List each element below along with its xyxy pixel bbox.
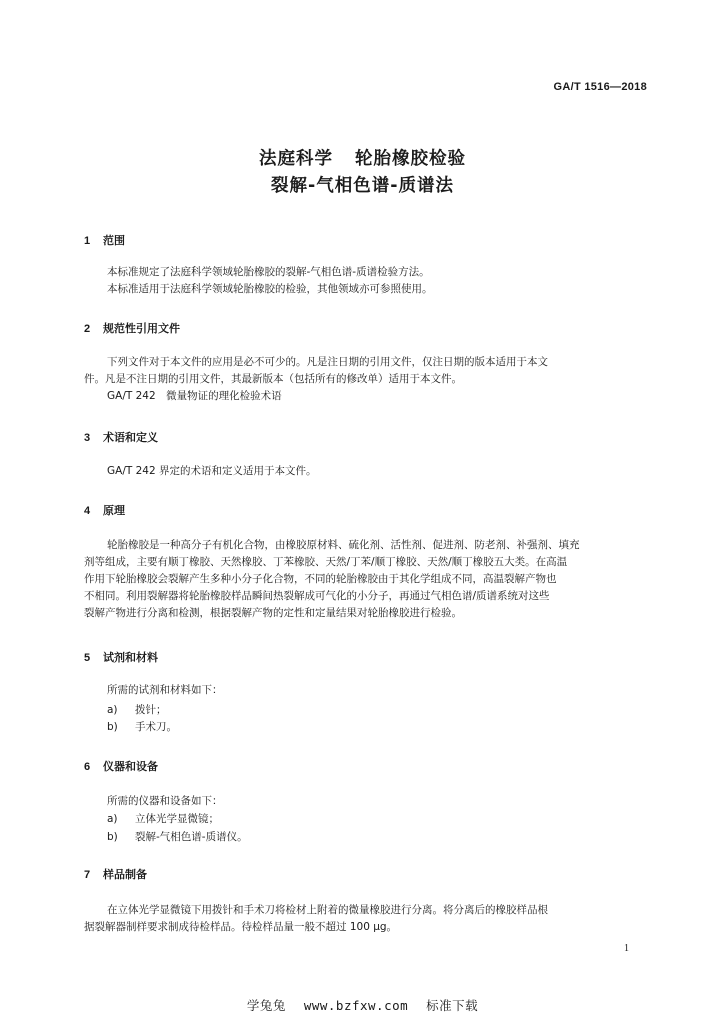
paragraph-line: 件。凡是不注日期的引用文件，其最新版本（包括所有的修改单）适用于本文件。 xyxy=(84,373,462,385)
section-6-heading xyxy=(84,758,158,774)
footer-url[interactable]: www.bzfxw.com xyxy=(303,998,409,1013)
paragraph-line: 下列文件对于本文件的应用是必不可少的。凡是注日期的引用文件，仅注日期的版本适用于本文 xyxy=(107,356,548,368)
section-number: 4 xyxy=(84,505,91,517)
section-number: 6 xyxy=(84,761,91,773)
document-title-line2: 裂解-气相色谱-质谱法 xyxy=(270,176,455,196)
paragraph-line: 裂解产物进行分离和检测，根据裂解产物的定性和定量结果对轮胎橡胶进行检验。 xyxy=(84,607,462,619)
section-title: 样品制备 xyxy=(103,868,147,881)
list-item xyxy=(107,829,248,844)
list-item xyxy=(107,702,167,717)
section-2-paragraph xyxy=(84,354,654,388)
section-title: 术语和定义 xyxy=(103,431,158,444)
section-2-heading xyxy=(84,320,180,336)
footer-watermark xyxy=(0,996,725,1014)
list-text: 立体光学显微镜； xyxy=(135,813,219,825)
section-title: 试剂和材料 xyxy=(103,651,158,664)
section-title: 原理 xyxy=(103,504,125,517)
paragraph-line: 剂等组成，主要有顺丁橡胶、天然橡胶、丁苯橡胶、天然/丁苯/顺丁橡胶、天然/顺丁橡胶五大类。在高温 xyxy=(84,556,568,568)
section-title: 规范性引用文件 xyxy=(103,322,180,335)
section-title: 仪器和设备 xyxy=(103,760,158,773)
list-marker: a) xyxy=(107,813,118,825)
section-1-paragraph-2: 本标准适用于法庭科学领域轮胎橡胶的检验，其他领域亦可参照使用。 xyxy=(107,283,433,295)
section-number: 5 xyxy=(84,652,91,664)
list-text: 拨针； xyxy=(135,704,167,716)
paragraph-line: 不相同。利用裂解器将轮胎橡胶样品瞬间热裂解成可气化的小分子，再通过气相色谱/质谱系统对这些 xyxy=(84,590,550,602)
paragraph-line: 作用下轮胎橡胶会裂解产生多种小分子化合物，不同的轮胎橡胶由于其化学组成不同，高温裂解产物也 xyxy=(84,573,557,585)
list-marker: b) xyxy=(107,721,118,733)
list-marker: a) xyxy=(107,704,118,716)
list-text: 手术刀。 xyxy=(135,721,177,733)
list-text: 裂解-气相色谱-质谱仪。 xyxy=(135,831,248,843)
title-part-b: 轮胎橡胶检验 xyxy=(355,149,466,169)
footer-site-name: 学兔兔 xyxy=(246,998,286,1013)
section-7-paragraph xyxy=(84,902,654,936)
section-5-intro: 所需的试剂和材料如下： xyxy=(107,684,223,696)
list-item xyxy=(107,811,219,826)
section-number: 2 xyxy=(84,323,91,335)
section-title: 范围 xyxy=(103,234,125,247)
list-item xyxy=(107,719,177,734)
section-1-paragraph-1: 本标准规定了法庭科学领域轮胎橡胶的裂解-气相色谱-质谱检验方法。 xyxy=(107,266,430,278)
title-part-a: 法庭科学 xyxy=(259,149,333,169)
paragraph-line: 轮胎橡胶是一种高分子有机化合物，由橡胶原材料、硫化剂、活性剂、促进剂、防老剂、补强剂、填充 xyxy=(107,539,580,551)
footer-tagline: 标准下载 xyxy=(426,998,479,1013)
paragraph-line: 据裂解器制样要求制成待检样品。待检样品量一般不超过 100 μg。 xyxy=(84,921,398,933)
standard-code: GA/T 1516—2018 xyxy=(553,81,647,93)
section-7-heading xyxy=(84,866,147,882)
section-3-paragraph: GA/T 242 界定的术语和定义适用于本文件。 xyxy=(107,465,317,477)
section-5-heading xyxy=(84,649,158,665)
section-3-heading xyxy=(84,429,158,445)
section-number: 3 xyxy=(84,432,91,444)
section-number: 7 xyxy=(84,869,91,881)
page-number: 1 xyxy=(624,943,629,954)
section-4-paragraph xyxy=(84,537,654,622)
section-4-heading xyxy=(84,502,125,518)
section-6-intro: 所需的仪器和设备如下： xyxy=(107,795,223,807)
paragraph-line: 在立体光学显微镜下用拨针和手术刀将检材上附着的微量橡胶进行分离。将分离后的橡胶样品根 xyxy=(107,904,548,916)
section-1-heading xyxy=(84,232,125,248)
document-title-line1 xyxy=(0,145,725,170)
section-number: 1 xyxy=(84,235,91,247)
list-marker: b) xyxy=(107,831,118,843)
normative-reference: GA/T 242 微量物证的理化检验术语 xyxy=(107,390,282,402)
